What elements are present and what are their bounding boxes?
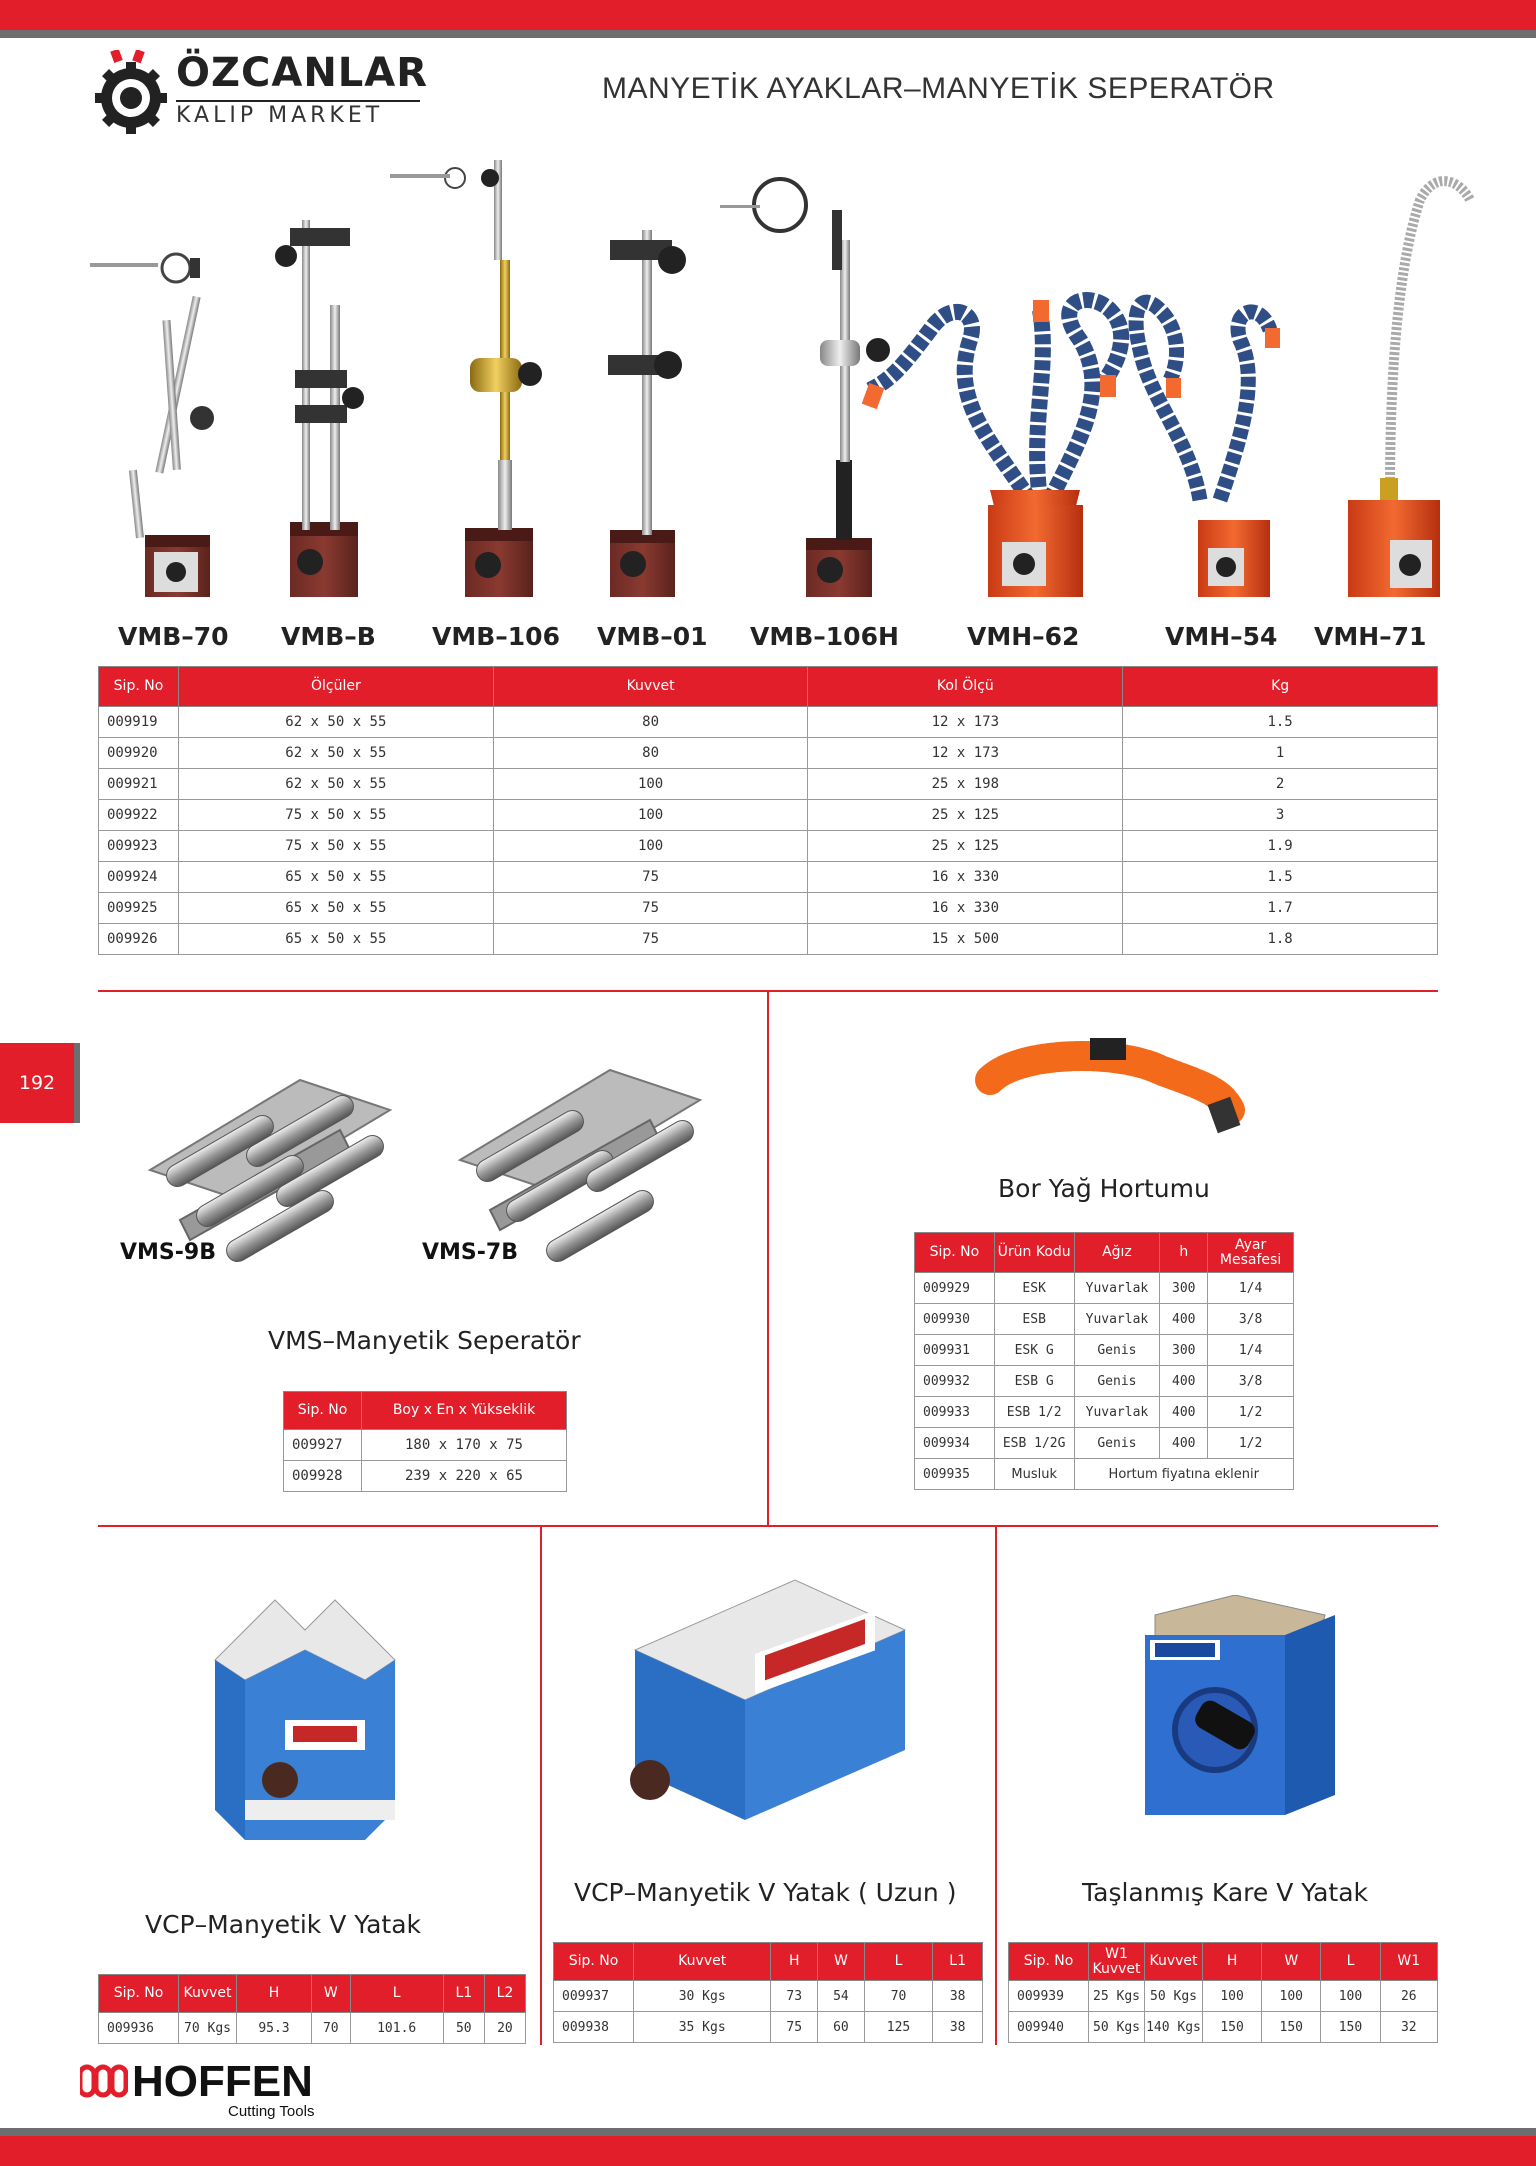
table-row: [99, 862, 1438, 893]
label-vmb-106: VMB–106: [432, 622, 560, 651]
hoffen-subtitle: Cutting Tools: [228, 2103, 315, 2120]
cell: 1/4: [1208, 1335, 1294, 1366]
table-row: [284, 1461, 567, 1492]
cell: 150: [1262, 2012, 1321, 2043]
cell: 150: [1203, 2012, 1262, 2043]
cell: 60: [818, 2012, 865, 2043]
cell: 75: [493, 862, 808, 893]
col-header: H: [771, 1943, 818, 1981]
cell: 009931: [915, 1335, 995, 1366]
col-header: Kuvvet: [634, 1943, 771, 1981]
vmh-71-image: [1348, 181, 1470, 597]
cell: 009936: [99, 2013, 179, 2044]
label-vmh-54: VMH–54: [1165, 622, 1278, 651]
cell: 1/2: [1208, 1397, 1294, 1428]
divider: [767, 990, 769, 1525]
table-row: [99, 2013, 526, 2044]
table-row: [915, 1335, 1294, 1366]
cell: ESB G: [994, 1366, 1074, 1397]
cell: 1.8: [1123, 924, 1438, 955]
cell: 1.5: [1123, 707, 1438, 738]
separator-table: [283, 1391, 567, 1492]
cell: 2: [1123, 769, 1438, 800]
cell: 38: [933, 1981, 983, 2012]
table-row: [915, 1459, 1294, 1490]
cell: Yuvarlak: [1074, 1397, 1160, 1428]
cell: 009928: [284, 1461, 362, 1492]
cell: 25 x 125: [808, 831, 1123, 862]
cell: 70: [311, 2013, 350, 2044]
cell: 3/8: [1208, 1366, 1294, 1397]
col-header: H: [237, 1975, 312, 2013]
vmh-54-image: [1136, 302, 1280, 597]
col-header: L: [1321, 1943, 1380, 1981]
cell: 75: [493, 924, 808, 955]
vcp-table: [98, 1974, 526, 2044]
table-row: [915, 1366, 1294, 1397]
cell: Genis: [1074, 1366, 1160, 1397]
cell: 80: [493, 707, 808, 738]
table-row: [99, 769, 1438, 800]
col-header: Boy x En x Yükseklik: [362, 1392, 567, 1430]
table-row: [99, 707, 1438, 738]
cell: 009925: [99, 893, 179, 924]
cell: 009923: [99, 831, 179, 862]
cell: 70 Kgs: [179, 2013, 237, 2044]
hose-table: [914, 1232, 1294, 1490]
cell: 009926: [99, 924, 179, 955]
cell: 62 x 50 x 55: [178, 707, 493, 738]
label-vmh-71: VMH–71: [1314, 622, 1427, 651]
cell: 62 x 50 x 55: [178, 738, 493, 769]
col-header: Kuvvet: [493, 667, 808, 707]
table-row: [554, 2012, 983, 2043]
cell: 009940: [1009, 2012, 1089, 2043]
cell: 73: [771, 1981, 818, 2012]
cell: 16 x 330: [808, 862, 1123, 893]
col-header: L: [864, 1943, 933, 1981]
cell: 009933: [915, 1397, 995, 1428]
divider: [995, 1525, 997, 2045]
col-header: Sip. No: [284, 1392, 362, 1430]
logo-subtitle: KALIP MARKET: [176, 103, 384, 128]
col-header: L2: [484, 1975, 525, 2013]
cell: 101.6: [350, 2013, 443, 2044]
cell: 100: [493, 800, 808, 831]
col-header: Ölçüler: [178, 667, 493, 707]
vmb-70-image: [90, 254, 214, 597]
cell: 009920: [99, 738, 179, 769]
cell: 239 x 220 x 65: [362, 1461, 567, 1492]
vcp-long-title: VCP–Manyetik V Yatak ( Uzun ): [574, 1878, 957, 1907]
vcp-long-image: [615, 1570, 915, 1830]
table-row: [99, 738, 1438, 769]
cell: 100: [1203, 1981, 1262, 2012]
vcp-long-table: [553, 1942, 983, 2043]
label-vmb-01: VMB–01: [597, 622, 708, 651]
cell: 009922: [99, 800, 179, 831]
cell: 3: [1123, 800, 1438, 831]
col-header: Kuvvet: [1145, 1943, 1203, 1981]
cell: ESB 1/2: [994, 1397, 1074, 1428]
col-header: L1: [933, 1943, 983, 1981]
cell: 12 x 173: [808, 707, 1123, 738]
cell: 009929: [915, 1273, 995, 1304]
col-header: Kg: [1123, 667, 1438, 707]
col-header: Sip. No: [554, 1943, 634, 1981]
cell: 1/4: [1208, 1273, 1294, 1304]
magnetic-bases-table: [98, 666, 1438, 955]
col-header: Kol Ölçü: [808, 667, 1123, 707]
cell: 65 x 50 x 55: [178, 862, 493, 893]
col-header: H: [1203, 1943, 1262, 1981]
cell: 300: [1160, 1335, 1208, 1366]
cell: 30 Kgs: [634, 1981, 771, 2012]
cell: 75 x 50 x 55: [178, 800, 493, 831]
table-row: [1009, 2012, 1438, 2043]
cell: 80: [493, 738, 808, 769]
hose-title: Bor Yağ Hortumu: [998, 1174, 1210, 1203]
logo: [94, 50, 429, 135]
cell: ESB 1/2G: [994, 1428, 1074, 1459]
hoffen-brand: HOFFEN: [132, 2057, 313, 2106]
col-header: Sip. No: [915, 1233, 995, 1273]
cell: Hortum fiyatına eklenir: [1074, 1459, 1293, 1490]
col-header: Ayar Mesafesi: [1208, 1233, 1294, 1273]
table-row: [915, 1304, 1294, 1335]
cell: Yuvarlak: [1074, 1304, 1160, 1335]
table-row: [99, 800, 1438, 831]
top-red-bar: [0, 0, 1536, 30]
table-row: [1009, 1981, 1438, 2012]
label-vms-7b: VMS-7B: [422, 1240, 518, 1265]
table-row: [99, 924, 1438, 955]
cell: 32: [1380, 2012, 1437, 2043]
col-header: W1: [1380, 1943, 1437, 1981]
divider: [540, 1525, 542, 2045]
col-header: L: [350, 1975, 443, 2013]
col-header: Sip. No: [99, 667, 179, 707]
cell: 1.9: [1123, 831, 1438, 862]
cell: 25 x 198: [808, 769, 1123, 800]
cell: 009921: [99, 769, 179, 800]
col-header: W1 Kuvvet: [1089, 1943, 1145, 1981]
cell: 16 x 330: [808, 893, 1123, 924]
separator-title: VMS–Manyetik Seperatör: [268, 1326, 581, 1355]
cell: 1.7: [1123, 893, 1438, 924]
cell: 009935: [915, 1459, 995, 1490]
cell: 35 Kgs: [634, 2012, 771, 2043]
table-row: [284, 1430, 567, 1461]
table-row: [915, 1397, 1294, 1428]
col-header: Ürün Kodu: [994, 1233, 1074, 1273]
cell: 15 x 500: [808, 924, 1123, 955]
cell: 300: [1160, 1273, 1208, 1304]
col-header: W: [1262, 1943, 1321, 1981]
cell: 100: [493, 769, 808, 800]
cell: 65 x 50 x 55: [178, 893, 493, 924]
cell: 50 Kgs: [1145, 1981, 1203, 2012]
gear-logo-icon: [94, 50, 168, 134]
cell: 009934: [915, 1428, 995, 1459]
bottom-grey-bar: [0, 2128, 1536, 2136]
col-header: Ağız: [1074, 1233, 1160, 1273]
cell: 100: [493, 831, 808, 862]
bottom-red-bar: [0, 2136, 1536, 2166]
cell: 25 x 125: [808, 800, 1123, 831]
cell: 009919: [99, 707, 179, 738]
cell: ESK G: [994, 1335, 1074, 1366]
cell: 26: [1380, 1981, 1437, 2012]
vms-9b-image: [150, 1080, 390, 1266]
cell: Genis: [1074, 1335, 1160, 1366]
table-row: [915, 1428, 1294, 1459]
cell: ESK: [994, 1273, 1074, 1304]
cell: 62 x 50 x 55: [178, 769, 493, 800]
cell: 50: [443, 2013, 484, 2044]
cell: 3/8: [1208, 1304, 1294, 1335]
vcp-title: VCP–Manyetik V Yatak: [145, 1910, 422, 1939]
top-grey-bar: [0, 30, 1536, 38]
cell: 180 x 170 x 75: [362, 1430, 567, 1461]
table-row: [915, 1273, 1294, 1304]
cell: 009924: [99, 862, 179, 893]
cell: 009930: [915, 1304, 995, 1335]
cell: 400: [1160, 1428, 1208, 1459]
label-vmb-106h: VMB–106H: [750, 622, 899, 651]
hoffen-logo-icon: [80, 2063, 128, 2099]
cell: Genis: [1074, 1428, 1160, 1459]
cell: 25 Kgs: [1089, 1981, 1145, 2012]
col-header: L1: [443, 1975, 484, 2013]
logo-name: ÖZCANLAR: [176, 50, 429, 96]
cell: Yuvarlak: [1074, 1273, 1160, 1304]
vcp-image: [205, 1590, 425, 1840]
label-vmb-70: VMB–70: [118, 622, 229, 651]
cell: 75: [493, 893, 808, 924]
divider: [98, 1525, 1438, 1527]
col-header: W: [818, 1943, 865, 1981]
cell: 150: [1321, 2012, 1380, 2043]
separator-image: [120, 1040, 720, 1270]
cell: 1/2: [1208, 1428, 1294, 1459]
cell: 100: [1262, 1981, 1321, 2012]
cell: 125: [864, 2012, 933, 2043]
table-row: [554, 1981, 983, 2012]
cell: 009937: [554, 1981, 634, 2012]
table-row: [99, 893, 1438, 924]
page-title: MANYETİK AYAKLAR–MANYETİK SEPERATÖR: [602, 72, 1275, 105]
cell: 12 x 173: [808, 738, 1123, 769]
cell: ESB: [994, 1304, 1074, 1335]
cell: 009932: [915, 1366, 995, 1397]
cell: 400: [1160, 1397, 1208, 1428]
cell: 75: [771, 2012, 818, 2043]
cell: 009938: [554, 2012, 634, 2043]
cell: 009939: [1009, 1981, 1089, 2012]
cell: 65 x 50 x 55: [178, 924, 493, 955]
vms-7b-image: [460, 1070, 700, 1266]
magnetic-bases-image: [90, 160, 1530, 600]
square-v-image: [1125, 1595, 1355, 1835]
cell: 50 Kgs: [1089, 2012, 1145, 2043]
cell: 400: [1160, 1304, 1208, 1335]
vmb-106h-image: [720, 179, 890, 597]
col-header: W: [311, 1975, 350, 2013]
cell: 38: [933, 2012, 983, 2043]
cell: 95.3: [237, 2013, 312, 2044]
label-vmh-62: VMH–62: [967, 622, 1080, 651]
vmh-62-image: [862, 300, 1121, 597]
cell: 1: [1123, 738, 1438, 769]
page-number-tab: 192: [0, 1043, 80, 1123]
square-v-table: [1008, 1942, 1438, 2043]
table-row: [99, 831, 1438, 862]
col-header: Kuvvet: [179, 1975, 237, 2013]
col-header: Sip. No: [1009, 1943, 1089, 1981]
col-header: h: [1160, 1233, 1208, 1273]
hose-image: [970, 1030, 1270, 1140]
vmb-b-image: [275, 220, 364, 597]
cell: 1.5: [1123, 862, 1438, 893]
cell: 140 Kgs: [1145, 2012, 1203, 2043]
col-header: Sip. No: [99, 1975, 179, 2013]
vmb-106-image: [390, 160, 542, 597]
cell: Musluk: [994, 1459, 1074, 1490]
label-vmb-b: VMB–B: [281, 622, 376, 651]
cell: 20: [484, 2013, 525, 2044]
cell: 009927: [284, 1430, 362, 1461]
cell: 75 x 50 x 55: [178, 831, 493, 862]
square-v-title: Taşlanmış Kare V Yatak: [1082, 1878, 1368, 1907]
cell: 400: [1160, 1366, 1208, 1397]
cell: 70: [864, 1981, 933, 2012]
logo-underline: [176, 100, 420, 102]
cell: 54: [818, 1981, 865, 2012]
vmb-01-image: [608, 230, 686, 597]
cell: 100: [1321, 1981, 1380, 2012]
label-vms-9b: VMS-9B: [120, 1240, 216, 1265]
